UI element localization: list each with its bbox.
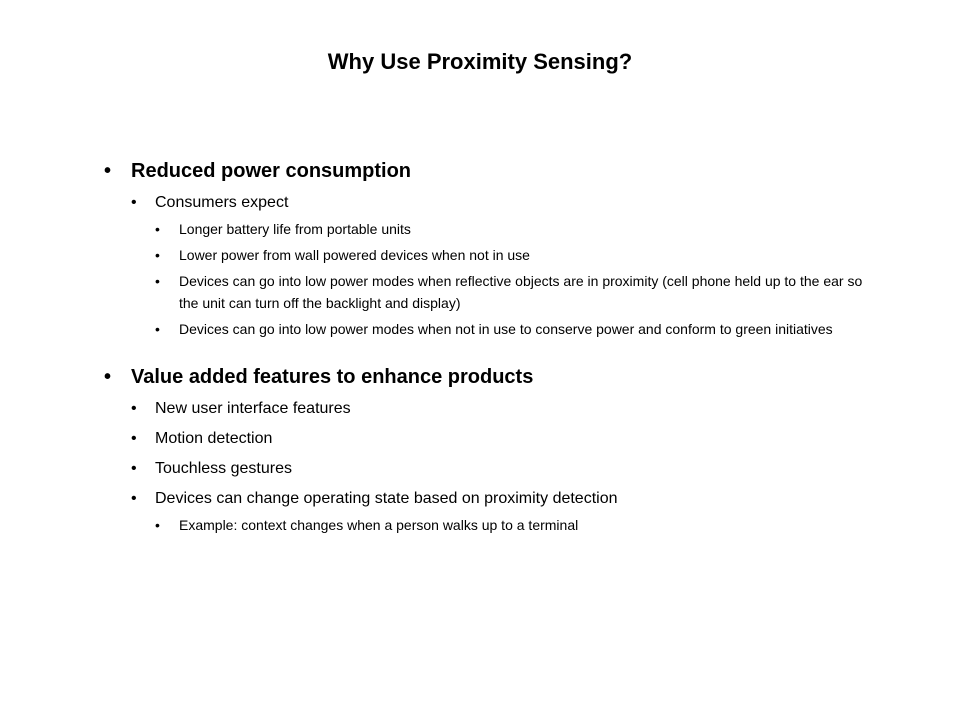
list-item bbox=[155, 270, 864, 314]
section-heading: Value added features to enhance products bbox=[131, 366, 534, 388]
bullet-icon: • bbox=[155, 247, 160, 263]
bullet-icon: • bbox=[131, 460, 137, 477]
list-item bbox=[131, 188, 864, 340]
list-item-text: Example: context changes when a person walks up to a terminal bbox=[179, 517, 579, 533]
bullet-icon: • bbox=[131, 490, 137, 507]
list-item bbox=[155, 318, 864, 340]
section-reduced-power bbox=[104, 154, 864, 340]
section-value-added bbox=[104, 360, 864, 536]
list-item-text: Devices can go into low power modes when not in use to conserve power and conform to green initiatives bbox=[179, 321, 833, 337]
bullet-icon: • bbox=[155, 517, 160, 533]
list-item bbox=[155, 244, 864, 266]
bullet-icon: • bbox=[104, 366, 112, 388]
list-item bbox=[155, 218, 864, 240]
bullet-icon: • bbox=[131, 430, 137, 447]
bullet-icon: • bbox=[155, 221, 160, 237]
sub-list bbox=[131, 188, 864, 340]
slide-title: Why Use Proximity Sensing? bbox=[327, 49, 633, 74]
list-item-text: Longer battery life from portable units bbox=[179, 221, 411, 237]
bullet-icon: • bbox=[104, 160, 112, 182]
list-item-text: Lower power from wall powered devices when not in use bbox=[179, 247, 530, 263]
list-item-text: New user interface features bbox=[155, 400, 351, 417]
sub-sub-list bbox=[155, 218, 864, 340]
list-item-text: Touchless gestures bbox=[155, 460, 292, 477]
list-item-text: Consumers expect bbox=[155, 194, 289, 211]
list-item bbox=[131, 454, 864, 484]
list-item-text: Devices can go into low power modes when reflective objects are in proximity (cell phone held up to the ear so the unit can turn off the backlight and display) bbox=[179, 273, 863, 311]
slide-content bbox=[104, 154, 864, 540]
bullet-icon: • bbox=[131, 400, 137, 417]
bullet-icon: • bbox=[131, 194, 137, 211]
sub-sub-list bbox=[155, 514, 864, 536]
sub-list bbox=[131, 394, 864, 536]
list-item-text: Motion detection bbox=[155, 430, 273, 447]
bullet-icon: • bbox=[155, 273, 160, 289]
list-item bbox=[131, 394, 864, 424]
list-item bbox=[155, 514, 864, 536]
bullet-list bbox=[104, 154, 864, 536]
list-item bbox=[131, 424, 864, 454]
list-item-text: Devices can change operating state based on proximity detection bbox=[155, 490, 618, 507]
list-item bbox=[131, 484, 864, 536]
bullet-icon: • bbox=[155, 321, 160, 337]
section-heading: Reduced power consumption bbox=[131, 160, 412, 182]
